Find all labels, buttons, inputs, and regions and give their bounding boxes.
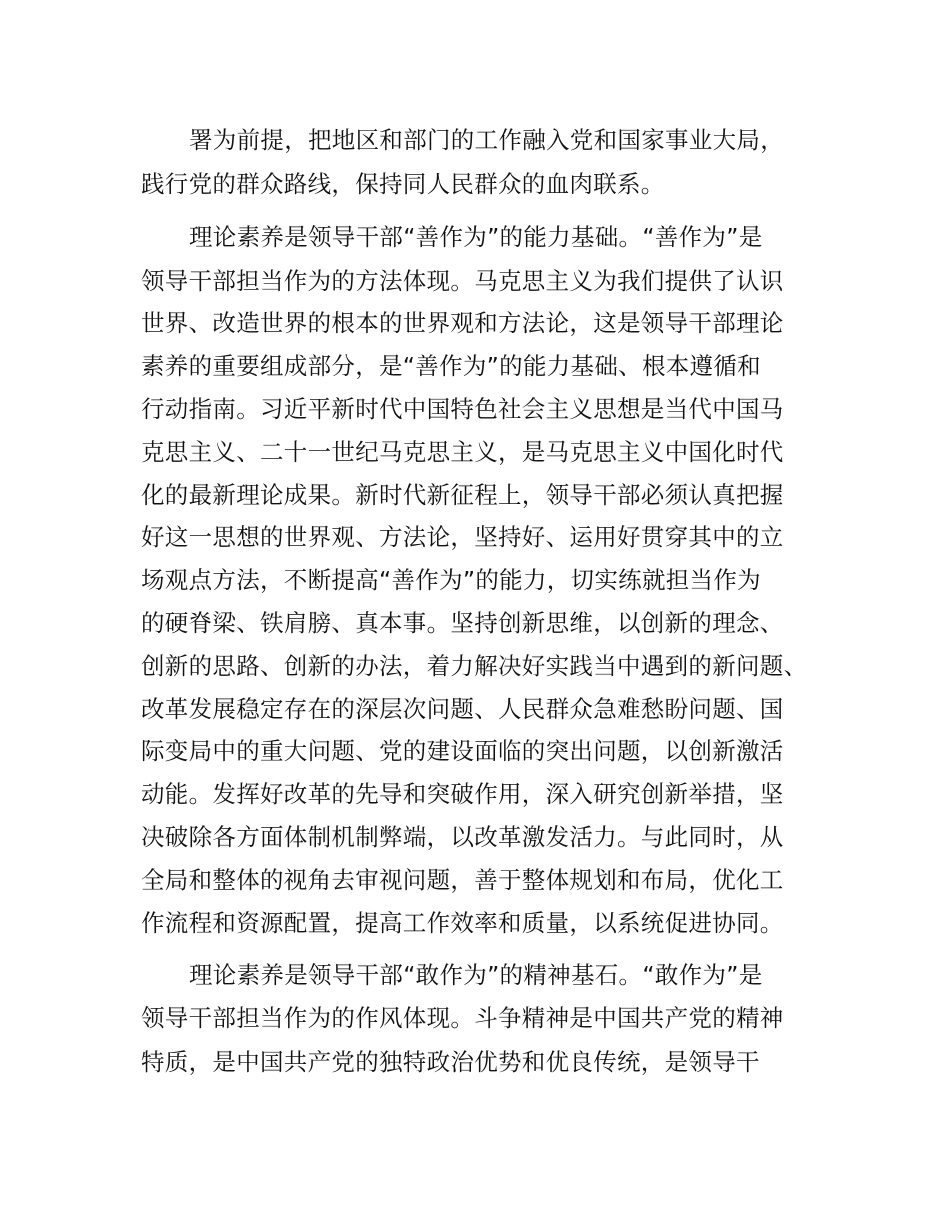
text-line: 行动指南。习近平新时代中国特色社会主义思想是当代中国马: [141, 395, 784, 423]
text-line: 全局和整体的视角去审视问题，善于整体规划和布局，优化工: [141, 866, 784, 894]
text-line: 克思主义、二十一世纪马克思主义，是马克思主义中国化时代: [141, 438, 784, 466]
text-line: 践行党的群众路线，保持同人民群众的血肉联系。: [141, 170, 665, 198]
text-line: 署为前提，把地区和部门的工作融入党和国家事业大局，: [189, 126, 784, 154]
text-line: 作流程和资源配置，提高工作效率和质量，以系统促进协同。: [141, 909, 784, 937]
text-line: 化的最新理论成果。新时代新征程上，领导干部必须认真把握: [141, 481, 784, 509]
text-line: 理论素养是领导干部“善作为”的能力基础。“善作为”是: [189, 223, 763, 251]
text-line: 素养的重要组成部分，是“善作为”的能力基础、根本遵循和: [141, 352, 761, 380]
text-line: 际变局中的重大问题、党的建设面临的突出问题，以创新激活: [141, 737, 784, 765]
text-line: 创新的思路、创新的办法，着力解决好实践当中遇到的新问题、: [141, 652, 808, 680]
text-line: 改革发展稳定存在的深层次问题、人民群众急难愁盼问题、国: [141, 695, 784, 723]
text-line: 动能。发挥好改革的先导和突破作用，深入研究创新举措，坚: [141, 780, 784, 808]
text-line: 场观点方法，不断提高“善作为”的能力，切实练就担当作为: [141, 566, 761, 594]
text-line: 世界、改造世界的根本的世界观和方法论，这是领导干部理论: [141, 309, 784, 337]
text-line: 理论素养是领导干部“敢作为”的精神基石。“敢作为”是: [189, 961, 763, 989]
text-line: 特质，是中国共产党的独特政治优势和优良传统，是领导干: [141, 1048, 760, 1076]
text-line: 领导干部担当作为的方法体现。马克思主义为我们提供了认识: [141, 267, 784, 295]
text-line: 领导干部担当作为的作风体现。斗争精神是中国共产党的精神: [141, 1004, 784, 1032]
text-line: 好这一思想的世界观、方法论，坚持好、运用好贯穿其中的立: [141, 523, 784, 551]
text-line: 决破除各方面体制机制弊端，以改革激发活力。与此同时，从: [141, 823, 784, 851]
text-line: 的硬脊梁、铁肩膀、真本事。坚持创新思维，以创新的理念、: [141, 609, 784, 637]
